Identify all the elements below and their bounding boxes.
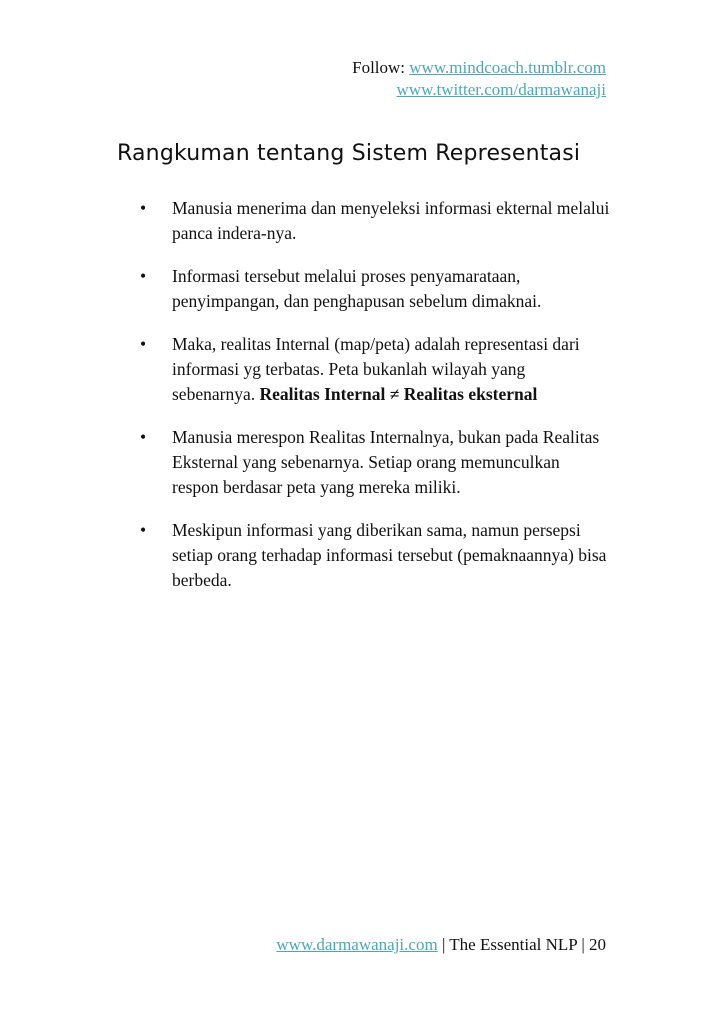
list-item-emphasis: Realitas Internal ≠ Realitas eksternal — [259, 384, 538, 404]
footer-book-title: The Essential NLP — [449, 935, 578, 954]
follow-line — [352, 57, 606, 79]
bullet-icon: • — [140, 198, 147, 218]
bullet-icon: • — [140, 334, 147, 354]
list-item-text: Informasi tersebut melalui proses penyamarataan, penyimpangan, dan penghapusan sebelum dimaknai. — [172, 266, 542, 311]
tumblr-link[interactable]: www.mindcoach.tumblr.com — [409, 58, 606, 77]
follow-label: Follow: — [352, 58, 406, 77]
bullet-icon: • — [140, 427, 147, 447]
bullet-list — [140, 196, 610, 611]
list-item — [140, 425, 610, 500]
list-item-text: Meskipun informasi yang diberikan sama, namun persepsi setiap orang terhadap informasi tersebut (pemaknaannya) bisa berbeda. — [172, 520, 607, 590]
twitter-link[interactable]: www.twitter.com/darmawanaji — [396, 80, 606, 99]
footer-site-link[interactable]: www.darmawanaji.com — [276, 935, 438, 954]
page-title: Rangkuman tentang Sistem Representasi — [117, 141, 581, 166]
twitter-line — [352, 79, 606, 101]
page-footer — [276, 934, 606, 956]
list-item-text: Manusia merespon Realitas Internalnya, bukan pada Realitas Eksternal yang sebenarnya. Setiap orang memunculkan respon berdasar peta yang mereka miliki. — [172, 427, 600, 497]
page-number: 20 — [589, 935, 606, 954]
list-item — [140, 196, 610, 246]
footer-separator: | — [577, 935, 589, 954]
page-header — [352, 57, 606, 101]
list-item — [140, 264, 610, 314]
bullet-icon: • — [140, 266, 147, 286]
list-item — [140, 518, 610, 593]
list-item-text: Manusia menerima dan menyeleksi informasi ekternal melalui panca indera-nya. — [172, 198, 610, 243]
list-item — [140, 332, 610, 407]
bullet-icon: • — [140, 520, 147, 540]
footer-separator: | — [437, 935, 450, 954]
list-item-text: Maka, realitas Internal (map/peta) adalah representasi dari informasi yg terbatas. Peta bukanlah wilayah yang sebenarnya. — [172, 334, 580, 404]
